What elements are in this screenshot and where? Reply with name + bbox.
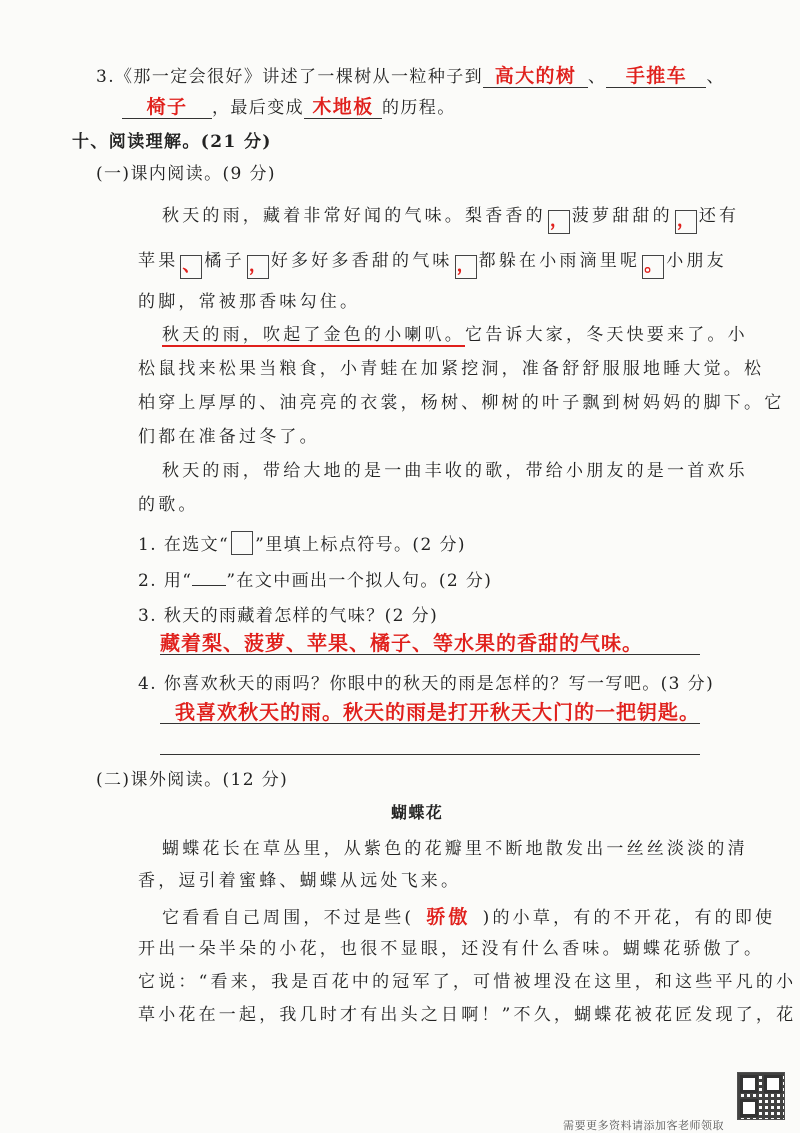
passage2-line-6: 草小花在一起，我几时才有出头之日啊！”不久，蝴蝶花被花匠发现了，花 <box>138 1005 797 1025</box>
question-4-answer: 我喜欢秋天的雨。秋天的雨是打开秋天大门的一把钥匙。 <box>175 700 700 724</box>
personification-sentence: 秋天的雨，吹起了金色的小喇叭。 <box>162 325 465 345</box>
passage1-text: 橘子 <box>204 251 245 271</box>
passage1-line-2 <box>138 246 727 279</box>
passage2-text: 它看看自己周围，不过是些( <box>162 908 415 928</box>
answer-line-4b <box>160 754 700 755</box>
passage1-line-5: 松鼠找来松果当粮食，小青蛙在加紧挖洞，准备舒舒服服地睡大觉。松 <box>138 359 765 379</box>
qr-code <box>737 1072 785 1120</box>
passage1-text: 都躲在小雨滴里呢 <box>478 251 641 271</box>
passage2-line-3 <box>162 902 775 929</box>
question-3: 3. 秋天的雨藏着怎样的气味？(2 分) <box>138 606 439 626</box>
punct-box-2: ， <box>675 210 697 234</box>
question-2-text: ”在文中画出一个拟人句。(2 分) <box>226 571 493 591</box>
passage1-line-8: 秋天的雨，带给大地的是一曲丰收的歌，带给小朋友的是一首欢乐 <box>162 461 748 481</box>
qr-corner <box>764 1075 782 1093</box>
q3-mid: ，最后变成 <box>212 98 304 118</box>
passage1-line-3: 的脚，常被那香味勾住。 <box>138 292 361 312</box>
punct-box-5: ， <box>455 255 477 279</box>
q3-sep-1: 、 <box>588 67 607 87</box>
q3-answer-2: 手推车 <box>606 65 706 88</box>
passage1-text: 它告诉大家，冬天快要来了。小 <box>465 325 748 345</box>
q3-line-2 <box>122 93 456 119</box>
qr-corner <box>740 1099 758 1117</box>
passage1-line-4 <box>162 320 748 345</box>
punct-box-3: 、 <box>180 255 202 279</box>
question-2-text: 2. 用“ <box>138 571 193 591</box>
q3-sep-2: 、 <box>706 67 725 87</box>
punct-box-4: ， <box>247 255 269 279</box>
part2-heading: (二)课外阅读。(12 分) <box>96 770 289 790</box>
passage2-text: )的小草，有的不开花，有的即使 <box>482 908 776 928</box>
q3-line-1 <box>96 62 725 88</box>
q3-answer-1: 高大的树 <box>483 65 588 88</box>
q3-suffix: 的历程。 <box>382 98 456 118</box>
q3-prefix: 3.《那一定会很好》讲述了一棵树从一粒种子到 <box>96 67 484 87</box>
passage2-line-2: 香，逗引着蜜蜂、蝴蝶从远处飞来。 <box>138 871 462 891</box>
question-1-text: ”里填上标点符号。(2 分) <box>255 535 466 555</box>
question-1 <box>138 530 466 555</box>
passage2-line-5: 它说：“看来，我是百花中的冠军了，可惜被埋没在这里，和这些平凡的小 <box>138 972 797 992</box>
section-heading: 十、阅读理解。(21 分) <box>72 132 272 152</box>
passage1-text: 菠萝甜甜的 <box>571 206 673 226</box>
passage1-text: 小朋友 <box>666 251 727 271</box>
passage2-line-1: 蝴蝶花长在草丛里，从紫色的花瓣里不断地散发出一丝丝淡淡的清 <box>162 839 748 859</box>
footer-note: 需要更多资料请添加客老师领取 <box>563 1119 724 1132</box>
question-1-text: 1. 在选文“ <box>138 535 230 555</box>
empty-box-sample <box>231 531 253 555</box>
passage1-text: 还有 <box>698 206 740 226</box>
passage1-line-1 <box>162 201 739 234</box>
passage1-line-9: 的歌。 <box>138 495 199 515</box>
question-3-answer: 藏着梨、菠萝、苹果、橘子、等水果的香甜的气味。 <box>160 631 643 655</box>
part1-heading: (一)课内阅读。(9 分) <box>96 164 276 184</box>
passage1-text: 秋天的雨，藏着非常好闻的气味。梨香香的 <box>162 206 546 226</box>
punct-box-6: 。 <box>642 255 664 279</box>
story-title: 蝴蝶花 <box>391 803 444 822</box>
answer-line-4a <box>160 723 700 724</box>
question-4: 4. 你喜欢秋天的雨吗？你眼中的秋天的雨是怎样的？写一写吧。(3 分) <box>138 674 715 694</box>
passage1-line-6: 柏穿上厚厚的、油亮亮的衣裳，杨树、柳树的叶子飘到树妈妈的脚下。它 <box>138 393 785 413</box>
passage2-line-4: 开出一朵半朵的小花，也很不显眼，还没有什么香味。蝴蝶花骄傲了。 <box>138 939 765 959</box>
q3-answer-4: 木地板 <box>304 96 382 119</box>
blank-answer-jiaoao: 骄傲 <box>426 906 471 928</box>
underline-sample <box>192 585 226 586</box>
qr-corner <box>740 1075 758 1093</box>
passage1-line-7: 们都在准备过冬了。 <box>138 427 320 447</box>
passage1-text: 苹果 <box>138 251 179 271</box>
answer-line-3 <box>160 654 700 655</box>
question-2 <box>138 566 492 591</box>
q3-answer-3: 椅子 <box>122 96 212 119</box>
punct-box-1: ， <box>548 210 570 234</box>
passage1-text: 好多好多香甜的气味 <box>270 251 453 271</box>
